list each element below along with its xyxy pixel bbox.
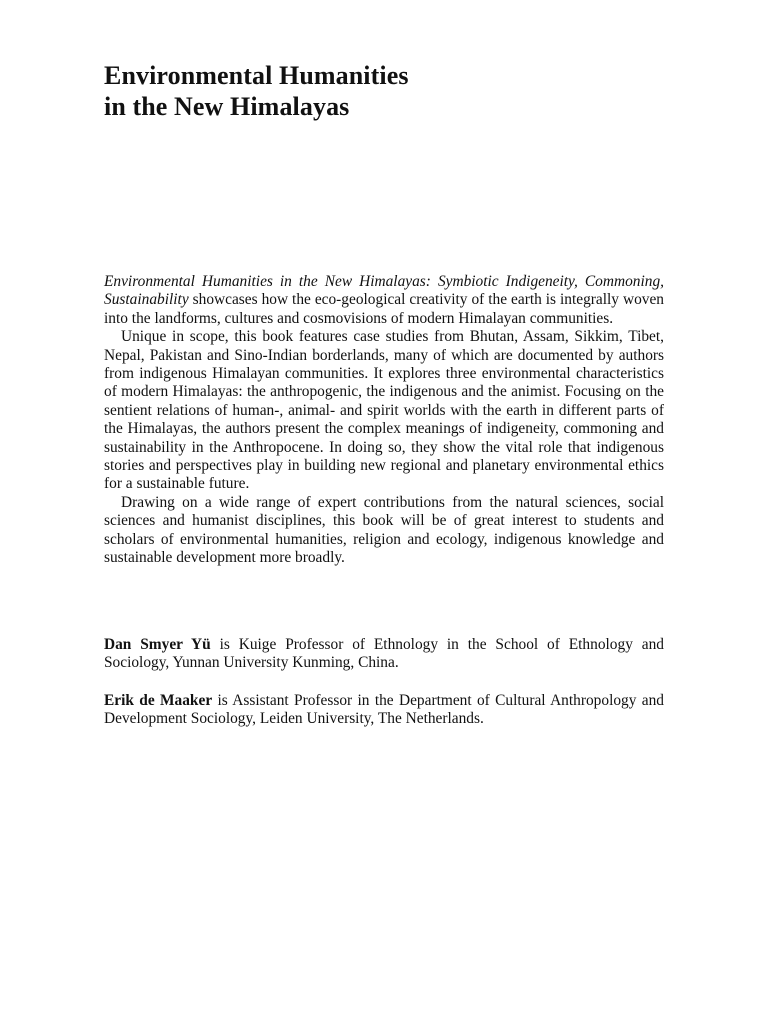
- author-bio-1: [104, 636, 664, 673]
- book-title-line-2: in the New Himalayas: [104, 92, 350, 121]
- author-name-1: Dan Smyer Yü: [104, 636, 211, 653]
- description-paragraph-1: [104, 273, 664, 328]
- book-title-line-1: Environmental Humanities: [104, 61, 409, 90]
- author-name-2: Erik de Maaker: [104, 691, 213, 709]
- author-bios: [104, 636, 664, 748]
- book-title: [104, 60, 409, 122]
- author-bio-2: [104, 692, 664, 729]
- description-paragraph-3: Drawing on a wide range of expert contributions from the natural sciences, social sciences and humanist disciplines, this book will be of great interest to students and scholars of environmental humanities, religion and ecology, indigenous knowledge and sustainable development more broadly.: [104, 493, 664, 567]
- book-description: [104, 273, 664, 568]
- author-bio-1-text: is Kuige Professor of Ethnology in the School of Ethnology and Sociology, Yunnan University Kunming, China.: [104, 636, 664, 672]
- author-bio-2-text: is Assistant Professor in the Department of Cultural Anthropology and Development Sociology, Leiden University, The Netherlands.: [104, 691, 664, 728]
- description-paragraph-1-text: showcases how the eco-geological creativity of the earth is integrally woven into the landforms, cultures and cosmovisions of modern Himalayan communities.: [104, 291, 664, 327]
- full-book-title-italic: Environmental Humanities in the New Himalayas: Symbiotic Indigeneity, Commoning, Sustainability: [104, 273, 664, 309]
- description-paragraph-2: Unique in scope, this book features case studies from Bhutan, Assam, Sikkim, Tibet, Nepal, Pakistan and Sino-Indian borderlands, many of which are documented by authors from indigenous Himalayan communities. It explores three environmental characteristics of modern Himalayas: the anthropogenic, the indigenous and the animist. Focusing on the sentient relations of human-, animal- and spirit worlds with the earth in different parts of the Himalayas, the authors present the complex meanings of indigeneity, commoning and sustainability in the Anthropocene. In doing so, they show the vital role that indigenous stories and perspectives play in building new regional and planetary environmental ethics for a sustainable future.: [104, 328, 664, 493]
